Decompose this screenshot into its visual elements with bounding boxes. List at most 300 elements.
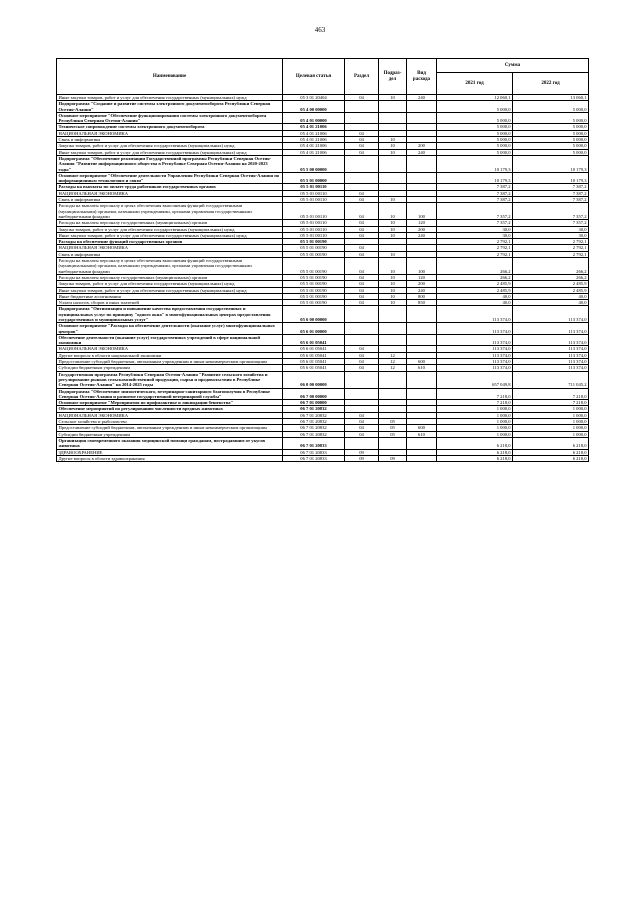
row-code: 05 5 01 00190	[283, 274, 345, 280]
row-sum-2021: 2 485,9	[437, 287, 513, 293]
row-expense-type: 240	[407, 232, 437, 238]
row-code: 06 0 00 00000	[283, 371, 345, 388]
row-subsection: 12	[379, 365, 407, 371]
row-sum-2021: 2 485,9	[437, 281, 513, 287]
row-name: НАЦИОНАЛЬНАЯ ЭКОНОМИКА	[57, 245, 283, 251]
row-section: 04	[345, 281, 379, 287]
row-code: 05 5 01 00190	[283, 239, 345, 245]
row-subsection	[379, 437, 407, 449]
row-sum-2021: 6 218,0	[437, 449, 513, 455]
row-expense-type: 100	[407, 203, 437, 220]
row-name: Расходы на выплаты персоналу в целях обеспечения выполнения функций государственными (муниципальными) органами, казенными учреждениями, органами управления государственными внебюджетными фондами	[57, 203, 283, 220]
row-name: ЗДРАВООХРАНЕНИЕ	[57, 449, 283, 455]
row-code: 06 7 00 00000	[283, 388, 345, 400]
header-2022: 2022 год	[513, 73, 589, 95]
row-name: Техническое сопровождение системы электронного документооборота	[57, 124, 283, 130]
table-row	[57, 172, 589, 184]
row-section: 04	[345, 203, 379, 220]
row-name: Иные закупки товаров, работ и услуг для обеспечения государственных (муниципальных) нужд	[57, 287, 283, 293]
row-sum-2022: 113 374,0	[513, 352, 589, 358]
budget-table	[56, 58, 589, 462]
row-section: 04	[345, 300, 379, 306]
table-row	[57, 437, 589, 449]
row-subsection: 10	[379, 251, 407, 257]
row-expense-type: 120	[407, 274, 437, 280]
row-code: 05 4 01 00000	[283, 112, 345, 124]
row-sum-2022: 5 000,0	[513, 112, 589, 124]
row-sum-2022: 40,0	[513, 293, 589, 299]
row-code: 05 5 01 00110	[283, 226, 345, 232]
table-row	[57, 455, 589, 461]
row-expense-type	[407, 172, 437, 184]
row-expense-type: 200	[407, 281, 437, 287]
row-name: Обеспечение мероприятий по регулированию численности вредных животных	[57, 406, 283, 412]
table-row	[57, 226, 589, 232]
row-expense-type: 240	[407, 149, 437, 155]
row-subsection	[379, 101, 407, 113]
table-row	[57, 323, 589, 335]
row-sum-2021: 5 000,0	[437, 143, 513, 149]
row-expense-type: 610	[407, 431, 437, 437]
table-row	[57, 101, 589, 113]
table-row	[57, 334, 589, 346]
row-sum-2022: 113 374,0	[513, 365, 589, 371]
row-sum-2022: 1 000,0	[513, 419, 589, 425]
row-code: 06 7 01 20833	[283, 437, 345, 449]
header-2021: 2021 год	[437, 73, 513, 95]
row-name: Основное мероприятие "Расходы на обеспечение деятельности (оказание услуг) многофункциональных центров"	[57, 323, 283, 335]
row-sum-2021: 10 179,3	[437, 172, 513, 184]
row-subsection: 10	[379, 281, 407, 287]
table-row	[57, 406, 589, 412]
row-name: Субсидии бюджетным учреждениям	[57, 365, 283, 371]
row-name: Подпрограмма "Обеспечение эпизоотического, ветеринарно-санитарного благополучия в Республике Северная Осетия-Алания и развитие государственной ветеринарной службы"	[57, 388, 283, 400]
row-sum-2021: 5 000,0	[437, 137, 513, 143]
row-section: 04	[345, 258, 379, 275]
row-name: Расходы на выплаты по оплате труда работников государственных органов	[57, 184, 283, 190]
row-sum-2022: 6 218,0	[513, 455, 589, 461]
row-section: 04	[345, 130, 379, 136]
table-row	[57, 239, 589, 245]
row-sum-2021: 30,0	[437, 232, 513, 238]
row-section: 04	[345, 251, 379, 257]
row-sum-2021: 7 387,2	[437, 184, 513, 190]
row-section: 04	[345, 293, 379, 299]
row-subsection	[379, 112, 407, 124]
table-row	[57, 352, 589, 358]
row-sum-2021: 7 357,2	[437, 220, 513, 226]
row-sum-2021: 6 218,0	[437, 455, 513, 461]
row-expense-type	[407, 455, 437, 461]
row-sum-2022: 113 374,0	[513, 306, 589, 323]
row-name: Расходы на выплаты персоналу в целях обеспечения выполнения функций государственными (муниципальными) органами, казенными учреждениями, органами управления государственными внебюджетными фондами	[57, 258, 283, 275]
header-section: Раздел	[345, 59, 379, 95]
table-row	[57, 274, 589, 280]
row-sum-2021: 5 000,0	[437, 149, 513, 155]
row-code: 05 6 01 05041	[283, 365, 345, 371]
row-sum-2022: 6 218,0	[513, 449, 589, 455]
row-sum-2021: 1 000,0	[437, 419, 513, 425]
row-name: Основное мероприятие "Обеспечение деятельности Управления Республики Северная Осетия-Алания по информационным технологиям и связи"	[57, 172, 283, 184]
row-expense-type	[407, 334, 437, 346]
row-name: Иные закупки товаров, работ и услуг для обеспечения государственных (муниципальных) нужд	[57, 232, 283, 238]
row-section	[345, 101, 379, 113]
table-row	[57, 400, 589, 406]
row-sum-2021: 113 374,0	[437, 334, 513, 346]
table-row	[57, 220, 589, 226]
row-section: 04	[345, 245, 379, 251]
row-sum-2021: 7 218,0	[437, 400, 513, 406]
row-sum-2022: 113 374,0	[513, 359, 589, 365]
row-section: 04	[345, 412, 379, 418]
row-expense-type	[407, 388, 437, 400]
table-row	[57, 281, 589, 287]
row-code: 05 5 01 00110	[283, 203, 345, 220]
row-sum-2022: 7 387,2	[513, 197, 589, 203]
row-sum-2022: 10 179,3	[513, 155, 589, 172]
row-subsection	[379, 172, 407, 184]
row-sum-2022: 113 374,0	[513, 346, 589, 352]
table-row	[57, 112, 589, 124]
row-code: 05 5 01 00190	[283, 281, 345, 287]
row-subsection: 10	[379, 287, 407, 293]
row-code: 05 5 01 00110	[283, 184, 345, 190]
header-subsection: Подраз-дел	[379, 59, 407, 95]
row-expense-type: 200	[407, 226, 437, 232]
row-sum-2021: 7 387,2	[437, 190, 513, 196]
row-subsection: 09	[379, 455, 407, 461]
row-expense-type	[407, 101, 437, 113]
row-code: 05 5 01 00110	[283, 197, 345, 203]
row-name: Иные бюджетные ассигнования	[57, 293, 283, 299]
row-code: 05 5 01 00190	[283, 293, 345, 299]
row-section: 04	[345, 274, 379, 280]
row-expense-type	[407, 112, 437, 124]
row-code: 05 6 00 00000	[283, 306, 345, 323]
row-subsection: 05	[379, 431, 407, 437]
row-name: Подпрограмма "Оптимизация и повышение качества предоставления государственных и муниципальных услуг по принципу "одного окна" в многофункциональных центрах предоставления государственных и муниципальных услуг"	[57, 306, 283, 323]
row-sum-2021: 7 357,2	[437, 203, 513, 220]
row-section: 04	[345, 346, 379, 352]
row-code: 05 5 01 00110	[283, 190, 345, 196]
row-subsection	[379, 155, 407, 172]
row-sum-2022: 7 387,2	[513, 184, 589, 190]
row-name: НАЦИОНАЛЬНАЯ ЭКОНОМИКА	[57, 190, 283, 196]
table-row	[57, 425, 589, 431]
row-section: 04	[345, 287, 379, 293]
row-sum-2021: 2 792,1	[437, 239, 513, 245]
row-name: Подпрограмма "Обеспечение реализации Государственной программы Республики Северная Осетия-Алания "Развитие информационного общества в Республике Северная Осетия-Алания на 2020-2023 годы"	[57, 155, 283, 172]
row-name: Связь и информатика	[57, 251, 283, 257]
row-name: НАЦИОНАЛЬНАЯ ЭКОНОМИКА	[57, 346, 283, 352]
row-name: Подпрограмма "Создание и развитие системы электронного документооборота Республики Северная Осетия-Алания"	[57, 101, 283, 113]
row-subsection: 10	[379, 143, 407, 149]
row-code: 05 4 01 21006	[283, 124, 345, 130]
row-sum-2022: 711 045,2	[513, 371, 589, 388]
row-sum-2021: 5 000,0	[437, 124, 513, 130]
row-sum-2021: 113 374,0	[437, 365, 513, 371]
row-sum-2022: 2 792,1	[513, 251, 589, 257]
row-expense-type: 120	[407, 220, 437, 226]
row-section	[345, 306, 379, 323]
row-code: 06 7 01 20833	[283, 455, 345, 461]
row-sum-2022: 1 000,0	[513, 425, 589, 431]
row-sum-2022: 7 357,2	[513, 203, 589, 220]
row-sum-2021: 657 049,8	[437, 371, 513, 388]
row-name: Иные закупки товаров, работ и услуг для обеспечения государственных (муниципальных) нужд	[57, 149, 283, 155]
row-section: 04	[345, 226, 379, 232]
row-sum-2021: 266,2	[437, 258, 513, 275]
row-section: 09	[345, 455, 379, 461]
row-name: Субсидии бюджетным учреждениям	[57, 431, 283, 437]
row-name: Обеспечение деятельности (оказание услуг) государственных учреждений в сфере национальной экономики	[57, 334, 283, 346]
row-sum-2021: 7 387,2	[437, 197, 513, 203]
row-sum-2022: 2 792,1	[513, 245, 589, 251]
row-section: 09	[345, 449, 379, 455]
row-expense-type	[407, 371, 437, 388]
row-name: Связь и информатика	[57, 197, 283, 203]
row-sum-2021: 5 000,0	[437, 112, 513, 124]
row-sum-2021: 5 000,0	[437, 101, 513, 113]
row-code: 05 4 01 21006	[283, 137, 345, 143]
row-code: 05 5 01 00000	[283, 172, 345, 184]
row-name: Расходы на выплаты персоналу государственных (муниципальных) органов	[57, 274, 283, 280]
row-subsection: 10	[379, 274, 407, 280]
row-section: 04	[345, 425, 379, 431]
row-sum-2022: 5 000,0	[513, 143, 589, 149]
row-name: Другие вопросы в области здравоохранения	[57, 455, 283, 461]
row-code: 05 5 01 00110	[283, 232, 345, 238]
row-sum-2022: 1 000,0	[513, 406, 589, 412]
table-row	[57, 287, 589, 293]
row-code: 06 7 01 20833	[283, 449, 345, 455]
row-name: Расходы на выплаты персоналу государственных (муниципальных) органов	[57, 220, 283, 226]
row-section: 04	[345, 359, 379, 365]
row-sum-2021: 113 374,0	[437, 359, 513, 365]
row-sum-2021: 1 000,0	[437, 431, 513, 437]
table-row	[57, 143, 589, 149]
row-subsection	[379, 323, 407, 335]
header-sum: Сумма	[437, 59, 589, 73]
row-sum-2022: 5 000,0	[513, 137, 589, 143]
row-name: Основное мероприятие "Обеспечение функционирования системы электронного документооборота Республики Северная Осетия-Алания"	[57, 112, 283, 124]
row-expense-type: 600	[407, 359, 437, 365]
row-subsection: 10	[379, 232, 407, 238]
row-sum-2021: 30,0	[437, 226, 513, 232]
row-sum-2021: 7 218,0	[437, 388, 513, 400]
row-sum-2022: 13 060,1	[513, 95, 589, 101]
row-sum-2022: 2 485,9	[513, 281, 589, 287]
row-name: Предоставление субсидий бюджетным, автономным учреждениям и иным некоммерческим организациям	[57, 359, 283, 365]
row-section: 04	[345, 220, 379, 226]
row-sum-2021: 2 792,1	[437, 251, 513, 257]
row-name: Организация своевременного оказания медицинской помощи гражданам, пострадавшим от укусов животных	[57, 437, 283, 449]
row-subsection: 10	[379, 137, 407, 143]
row-section: 04	[345, 190, 379, 196]
row-code: 05 5 01 00190	[283, 300, 345, 306]
row-section: 04	[345, 419, 379, 425]
table-row	[57, 232, 589, 238]
row-code: 05 4 01 21006	[283, 130, 345, 136]
row-sum-2022: 6 218,0	[513, 437, 589, 449]
row-section	[345, 437, 379, 449]
row-code: 06 7 01 20832	[283, 425, 345, 431]
row-code: 06 7 01 00000	[283, 400, 345, 406]
row-section	[345, 155, 379, 172]
header-expense-type: Вид расхода	[407, 59, 437, 95]
row-sum-2021: 6 218,0	[437, 437, 513, 449]
row-expense-type	[407, 437, 437, 449]
row-section: 04	[345, 431, 379, 437]
row-section: 04	[345, 232, 379, 238]
row-sum-2021: 1 000,0	[437, 412, 513, 418]
row-subsection: 05	[379, 425, 407, 431]
row-sum-2022: 7 218,0	[513, 400, 589, 406]
page-number: 463	[314, 26, 326, 34]
row-sum-2022: 5 000,0	[513, 101, 589, 113]
row-sum-2021: 113 374,0	[437, 323, 513, 335]
row-section: 04	[345, 352, 379, 358]
row-name: Основное мероприятие "Мероприятия по профилактике и ликвидации бешенства"	[57, 400, 283, 406]
table-row	[57, 149, 589, 155]
row-subsection: 10	[379, 258, 407, 275]
row-name: Закупка товаров, работ и услуг для обеспечения государственных (муниципальных) нужд	[57, 226, 283, 232]
row-subsection: 12	[379, 359, 407, 365]
row-expense-type: 200	[407, 143, 437, 149]
header-code: Целевая статья	[283, 59, 345, 95]
row-sum-2021: 2 792,1	[437, 245, 513, 251]
row-subsection: 10	[379, 149, 407, 155]
row-sum-2022: 5 000,0	[513, 149, 589, 155]
row-name: Сельское хозяйство и рыболовство	[57, 419, 283, 425]
row-sum-2022: 7 387,2	[513, 190, 589, 196]
row-sum-2022: 1 000,0	[513, 412, 589, 418]
row-expense-type: 240	[407, 95, 437, 101]
row-section	[345, 323, 379, 335]
row-expense-type: 610	[407, 365, 437, 371]
row-code: 05 6 01 00000	[283, 323, 345, 335]
row-sum-2021: 40,0	[437, 293, 513, 299]
row-code: 05 6 01 05041	[283, 359, 345, 365]
table-row	[57, 95, 589, 101]
row-section: 04	[345, 197, 379, 203]
table-row	[57, 371, 589, 388]
row-subsection	[379, 306, 407, 323]
row-name: Закупка товаров, работ и услуг для обеспечения государственных (муниципальных) нужд	[57, 143, 283, 149]
row-sum-2022: 10 179,3	[513, 172, 589, 184]
row-name: Иные закупки товаров, работ и услуг для обеспечения государственных (муниципальных) нужд	[57, 95, 283, 101]
row-sum-2022: 1 000,0	[513, 431, 589, 437]
row-code: 05 4 01 21006	[283, 143, 345, 149]
row-code: 06 7 01 20832	[283, 419, 345, 425]
row-sum-2021: 5 000,0	[437, 130, 513, 136]
row-name: НАЦИОНАЛЬНАЯ ЭКОНОМИКА	[57, 130, 283, 136]
row-section	[345, 172, 379, 184]
row-sum-2022: 5 000,0	[513, 124, 589, 130]
row-expense-type: 850	[407, 300, 437, 306]
row-sum-2022: 266,2	[513, 274, 589, 280]
row-sum-2022: 5 000,0	[513, 130, 589, 136]
row-sum-2021: 10 179,3	[437, 155, 513, 172]
row-sum-2022: 40,0	[513, 300, 589, 306]
row-subsection	[379, 371, 407, 388]
row-subsection: 10	[379, 226, 407, 232]
row-code: 05 6 01 05041	[283, 352, 345, 358]
row-sum-2022: 30,0	[513, 226, 589, 232]
row-name: Уплата налогов, сборов и иных платежей	[57, 300, 283, 306]
row-sum-2022: 113 374,0	[513, 334, 589, 346]
row-code: 05 5 00 00000	[283, 155, 345, 172]
row-subsection: 10	[379, 197, 407, 203]
row-subsection: 10	[379, 220, 407, 226]
row-code: 05 5 01 00190	[283, 245, 345, 251]
row-section: 04	[345, 149, 379, 155]
table-row	[57, 306, 589, 323]
table-row	[57, 184, 589, 190]
row-name: Предоставление субсидий бюджетным, автономным учреждениям и иным некоммерческим организациям	[57, 425, 283, 431]
row-code: 05 6 01 05041	[283, 346, 345, 352]
row-subsection	[379, 388, 407, 400]
row-subsection	[379, 334, 407, 346]
row-subsection: 10	[379, 203, 407, 220]
row-subsection: 12	[379, 352, 407, 358]
row-code: 05 3 01 20404	[283, 95, 345, 101]
row-sum-2021: 40,0	[437, 300, 513, 306]
row-code: 06 7 01 20832	[283, 406, 345, 412]
row-sum-2021: 113 374,0	[437, 306, 513, 323]
row-section	[345, 334, 379, 346]
row-expense-type	[407, 323, 437, 335]
row-subsection: 10	[379, 95, 407, 101]
row-name: Государственная программа Республики Северная Осетия-Алания "Развитие сельского хозяйства и регулирование рынков сельскохозяйственной продукции, сырья и продовольствия в Республике Северная Осетия-Алания" на 2014-2025 годы	[57, 371, 283, 388]
row-subsection: 10	[379, 300, 407, 306]
row-expense-type	[407, 155, 437, 172]
table-row	[57, 258, 589, 275]
table-row	[57, 388, 589, 400]
row-sum-2022: 30,0	[513, 232, 589, 238]
row-sum-2021: 12 060,1	[437, 95, 513, 101]
row-subsection: 05	[379, 419, 407, 425]
row-sum-2022: 113 374,0	[513, 323, 589, 335]
row-name: НАЦИОНАЛЬНАЯ ЭКОНОМИКА	[57, 412, 283, 418]
row-sum-2021: 113 374,0	[437, 346, 513, 352]
table-row	[57, 155, 589, 172]
row-sum-2022: 7 218,0	[513, 388, 589, 400]
row-code: 06 7 01 20832	[283, 431, 345, 437]
row-section	[345, 388, 379, 400]
row-expense-type	[407, 306, 437, 323]
row-code: 06 7 01 20832	[283, 412, 345, 418]
row-expense-type: 100	[407, 258, 437, 275]
row-code: 05 4 00 00000	[283, 101, 345, 113]
row-subsection: 10	[379, 293, 407, 299]
row-section	[345, 371, 379, 388]
row-sum-2021: 266,2	[437, 274, 513, 280]
row-section: 04	[345, 137, 379, 143]
row-code: 05 5 01 00190	[283, 251, 345, 257]
row-section: 04	[345, 365, 379, 371]
row-name: Связь и информатика	[57, 137, 283, 143]
row-code: 05 5 01 00190	[283, 258, 345, 275]
row-sum-2021: 1 000,0	[437, 406, 513, 412]
row-section	[345, 112, 379, 124]
table-row	[57, 359, 589, 365]
row-sum-2022: 2 485,9	[513, 287, 589, 293]
table-row	[57, 124, 589, 130]
row-sum-2022: 266,2	[513, 258, 589, 275]
row-sum-2022: 7 357,2	[513, 220, 589, 226]
row-sum-2021: 113 374,0	[437, 352, 513, 358]
